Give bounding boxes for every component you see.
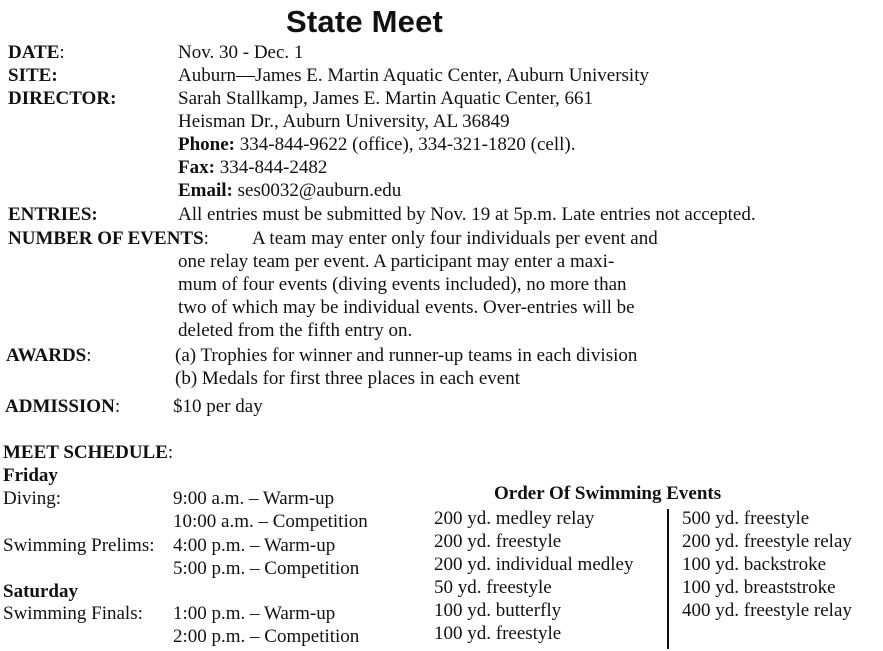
list-item: 200 yd. medley relay — [434, 508, 595, 529]
entries-label: ENTRIES: — [8, 204, 98, 225]
number-of-events-line-4: two of which may be individual events. Over-entries will be — [178, 297, 635, 318]
events-left-column — [434, 507, 633, 645]
number-of-events-line-1: A team may enter only four individuals per event and — [252, 228, 658, 249]
entries-value: All entries must be submitted by Nov. 19 at 5p.m. Late entries not accepted. — [178, 204, 756, 225]
schedule-time: 9:00 a.m. – Warm-up — [173, 488, 335, 509]
director-label: DIRECTOR: — [8, 88, 117, 109]
friday-heading: Friday — [3, 465, 58, 486]
awards-label: AWARDS: — [6, 345, 92, 366]
fax-value: 334-844-2482 — [219, 157, 328, 178]
email-label: Email: — [178, 180, 233, 201]
page-title: State Meet — [286, 4, 444, 39]
awards-line-1: (a) Trophies for winner and runner-up teams in each division — [175, 345, 638, 366]
number-of-events-line-5: deleted from the fifth entry on. — [178, 320, 413, 341]
director-fax — [178, 156, 327, 179]
column-divider — [667, 509, 669, 649]
saturday-heading: Saturday — [3, 581, 78, 602]
schedule-event: Diving: — [3, 488, 62, 509]
list-item: 100 yd. breaststroke — [682, 577, 836, 598]
schedule-event: Swimming Prelims: — [3, 535, 155, 556]
schedule-time: 2:00 p.m. – Competition — [173, 626, 360, 647]
director-line-1: Sarah Stallkamp, James E. Martin Aquatic Center, 661 — [178, 88, 594, 109]
admission-label: ADMISSION: — [5, 396, 121, 417]
phone-value: 334-844-9622 (office), 334-321-1820 (cell). — [239, 134, 576, 155]
list-item: 200 yd. individual medley — [434, 554, 634, 575]
director-line-2: Heisman Dr., Auburn University, AL 36849 — [178, 111, 510, 132]
number-of-events-line-3: mum of four events (diving events included), no more than — [178, 274, 627, 295]
list-item: 50 yd. freestyle — [434, 577, 552, 598]
date-value: Nov. 30 - Dec. 1 — [178, 42, 304, 63]
site-label: SITE: — [8, 65, 58, 86]
order-of-events-title: Order Of Swimming Events — [494, 483, 722, 504]
list-item: 100 yd. backstroke — [682, 554, 827, 575]
director-email — [178, 179, 401, 202]
list-item: 200 yd. freestyle — [434, 531, 562, 552]
list-item: 500 yd. freestyle — [682, 508, 810, 529]
list-item: 200 yd. freestyle relay — [682, 531, 852, 552]
number-of-events-line-2: one relay team per event. A participant may enter a maxi- — [178, 251, 615, 272]
schedule-time: 5:00 p.m. – Competition — [173, 558, 360, 579]
schedule-time: 1:00 p.m. – Warm-up — [173, 603, 336, 624]
fax-label: Fax: — [178, 157, 215, 178]
date-label: DATE: — [8, 42, 65, 63]
meet-schedule-label: MEET SCHEDULE: — [3, 442, 174, 463]
admission-value: $10 per day — [173, 396, 263, 417]
email-value: ses0032@auburn.edu — [237, 180, 402, 201]
events-right-column — [682, 507, 852, 622]
awards-line-2: (b) Medals for first three places in each event — [175, 368, 521, 389]
director-phone — [178, 133, 576, 156]
phone-label: Phone: — [178, 134, 235, 155]
number-of-events-label: NUMBER OF EVENTS: — [8, 228, 209, 249]
schedule-time: 10:00 a.m. – Competition — [173, 511, 368, 532]
list-item: 100 yd. freestyle — [434, 623, 562, 644]
site-value: Auburn—James E. Martin Aquatic Center, Auburn University — [178, 65, 649, 86]
schedule-time: 4:00 p.m. – Warm-up — [173, 535, 336, 556]
schedule-event: Swimming Finals: — [3, 603, 143, 624]
list-item: 400 yd. freestyle relay — [682, 600, 852, 621]
list-item: 100 yd. butterfly — [434, 600, 562, 621]
